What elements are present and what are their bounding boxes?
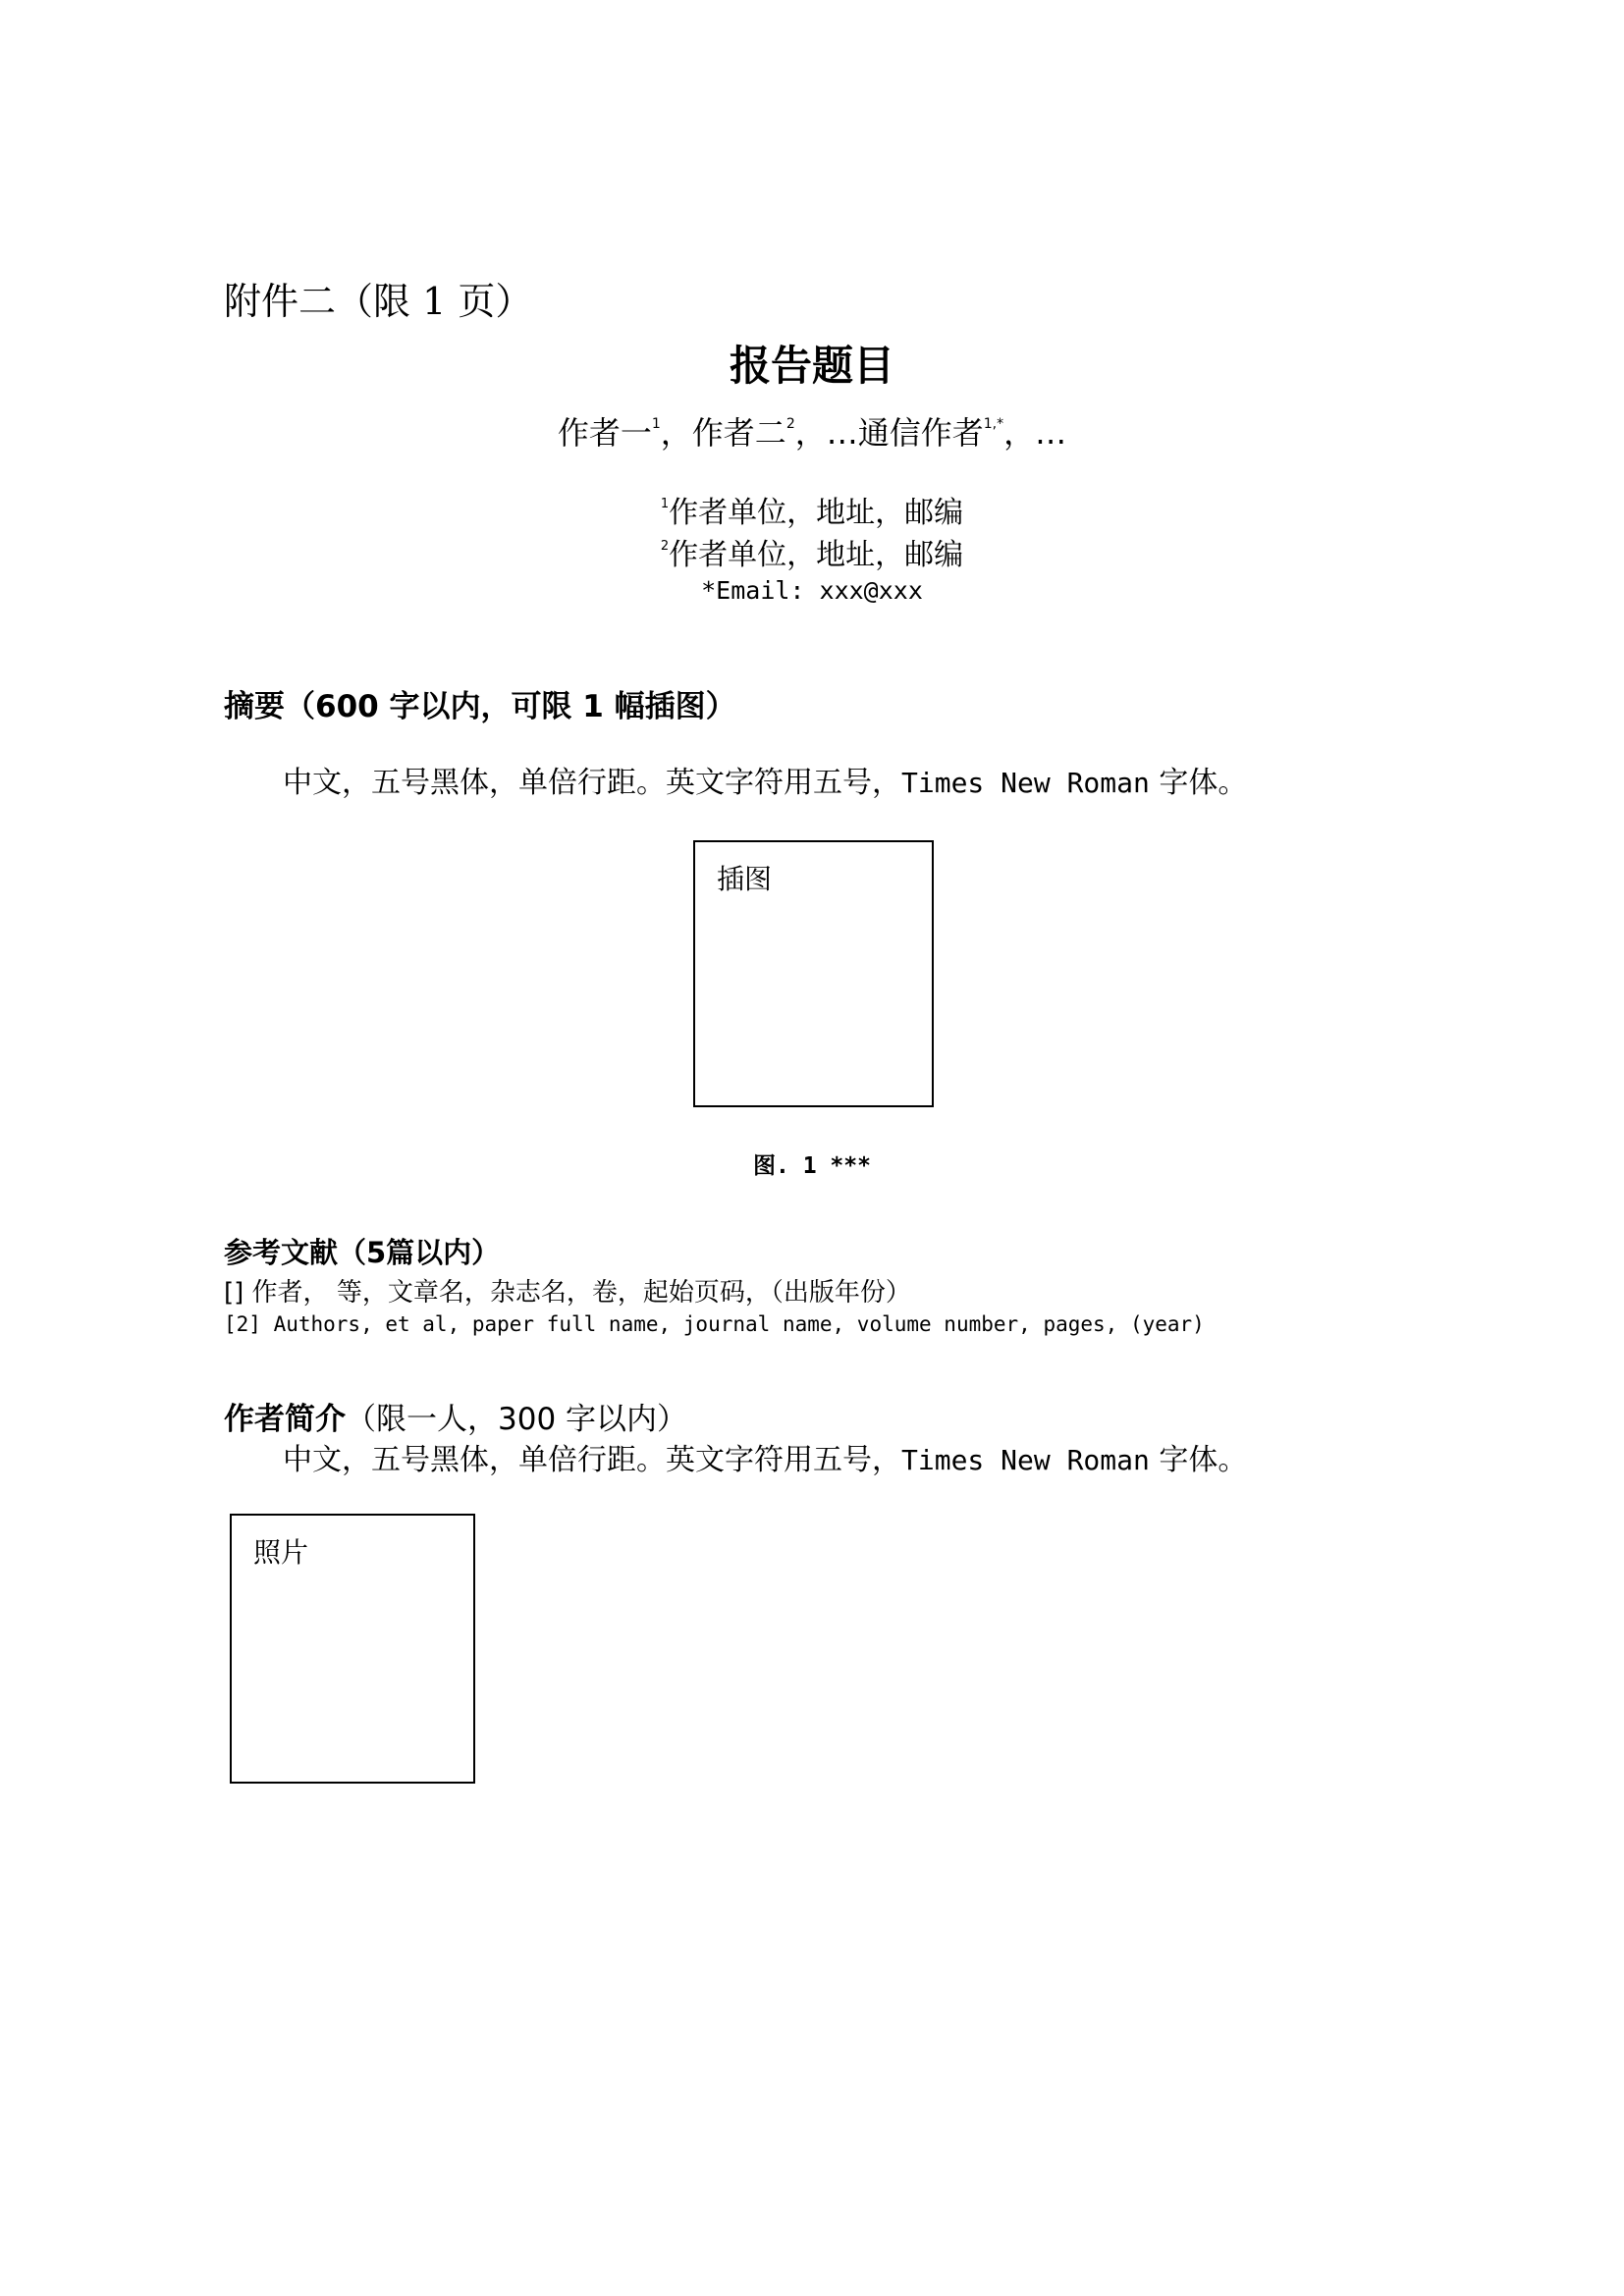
references-heading: 参考文献（5篇以内）	[224, 1236, 501, 1269]
corresponding-affil-mark: 1,*	[983, 416, 1004, 432]
abstract-text	[283, 758, 1247, 801]
author-separator: ，…	[794, 414, 858, 452]
reference-item: [2] Authors, et al, paper full name, journal name, volume number, pages, (year)	[224, 1312, 1205, 1336]
bio-heading-bold: 作者简介	[224, 1402, 346, 1437]
author-affil-mark: 1	[651, 416, 661, 432]
bio-heading-note: （限一人，300 字以内）	[346, 1402, 688, 1437]
bio-font-name: Times New Roman	[901, 1444, 1150, 1476]
affiliation-line	[0, 530, 1624, 573]
affiliation-text: 作者单位，地址，邮编	[669, 538, 964, 572]
report-title: 报告题目	[729, 342, 894, 390]
reference-item: [] 作者， 等，文章名，杂志名，卷，起始页码，（出版年份）	[224, 1278, 911, 1308]
affiliation-text: 作者单位，地址，邮编	[669, 496, 964, 530]
author-separator: ，	[660, 414, 692, 452]
affiliation-mark: 1	[660, 497, 670, 511]
abstract-text-end: 字体。	[1149, 766, 1248, 800]
author-affil-mark: 2	[785, 416, 795, 432]
author-name: 作者二	[691, 414, 786, 452]
author-separator: ，…	[1003, 414, 1067, 452]
contact-email: *Email: xxx@xxx	[701, 576, 923, 605]
bio-heading	[224, 1394, 687, 1438]
affiliation-mark: 2	[660, 539, 670, 554]
abstract-text-cn: 中文，五号黑体，单倍行距。英文字符用五号，	[283, 766, 901, 800]
photo-placeholder-label: 照片	[253, 1536, 309, 1569]
corresponding-author-name: 通信作者	[857, 414, 984, 452]
abstract-font-name: Times New Roman	[901, 767, 1150, 799]
attachment-label: 附件二（限 1 页）	[224, 280, 533, 323]
abstract-heading: 摘要（600 字以内，可限 1 幅插图）	[224, 689, 736, 724]
figure-caption: 图. 1 ***	[753, 1153, 871, 1179]
figure-placeholder	[693, 840, 934, 1107]
bio-text	[283, 1435, 1247, 1478]
bio-text-end: 字体。	[1149, 1443, 1248, 1477]
author-name: 作者一	[557, 414, 652, 452]
affiliation-line	[0, 488, 1624, 531]
bio-text-cn: 中文，五号黑体，单倍行距。英文字符用五号，	[283, 1443, 901, 1477]
author-line	[0, 408, 1624, 454]
photo-placeholder	[230, 1514, 475, 1784]
figure-placeholder-label: 插图	[717, 863, 773, 895]
